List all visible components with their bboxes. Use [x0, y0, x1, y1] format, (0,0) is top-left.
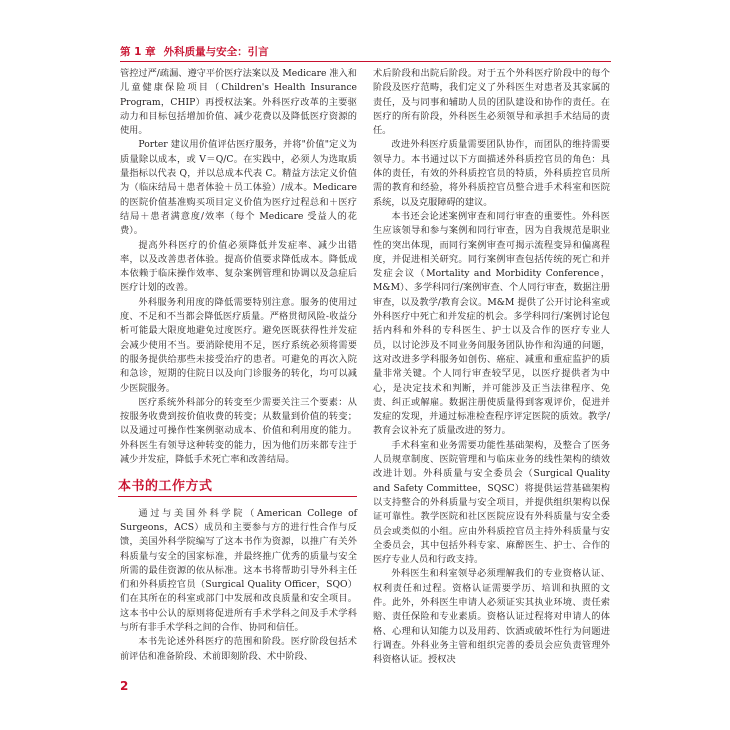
left-column — [120, 67, 357, 664]
paragraph: 管控过严/疏漏、遵守平价医疗法案以及 Medicare 准入和儿童健康保险项目（Children's Health Insurance Program，CHIP）再授权法案。外科医疗改革的主要驱动力和目标包括增加价值、减少花费以及降低医疗资源的使用。 — [120, 68, 357, 137]
chapter-title: 外科质量与安全：引言 — [163, 46, 269, 58]
right-column — [373, 67, 610, 667]
running-header — [120, 44, 610, 59]
section-heading — [118, 480, 357, 494]
paragraph: 医疗系统外科部分的转变至少需要关注三个要素：从按服务收费到按价值收费的转变；从数量到价值的转变；以及通过可操作性案例驱动成本、价值和利用度的能力。外科医生有领导这种转变的能力，因为他们历来都专注于减少并发症，降低手术死亡率和改善结局。 — [120, 396, 357, 466]
paragraph: Porter 建议用价值评估医疗服务，并将"价值"定义为质量除以成本，或 V＝Q/C。在实践中，必须人为选取质量指标以代表 Q，并以总成本代表 C。精益方法定义价值为（临床结局＋患者体验＋员工体验）/成本。Medicare 的医院价值基准购买项目定义价值为医疗过程总和＋医疗结局＋患者满意度/效率（每个 Medicare 受益人的花费）。 — [120, 139, 357, 237]
paragraph: 本书先论述外科医疗的范围和阶段。医疗阶段包括术前评估和准备阶段、术前即刻阶段、术中阶段、 — [120, 636, 357, 662]
paragraph: 外科服务利用度的降低需要特别注意。服务的使用过度、不足和不当都会降低医疗质量。严格贯彻风险-收益分析可能最大限度地避免过度医疗。避免医既获得性并发症会减少使用不当。要消除使用不足，医疗系统必须将需要的服务提供给那些未接受治疗的患者。可避免的再次入院和急诊，短期的住院日以及向门诊服务的转化，均可以减少医院服务。 — [120, 296, 357, 394]
chapter-number: 第 1 章 — [120, 46, 156, 58]
paragraph: 外科医生和科室领导必须理解我们的专业资格认证、权利责任和过程。资格认证需要学历、培训和执照的文件。此外，外科医生申请人必须证实其执业环境、责任索赔、责任保险和专业素质。资格认证过程将对申请人的体格、心理和认知能力以及用药、饮酒或破坏性行为问题进行调查。外科业务主管和组织完善的委员会应负责管理外科资格认证。授权决 — [373, 568, 610, 666]
section-rule — [118, 496, 357, 497]
paragraph: 术后阶段和出院后阶段。对于五个外科医疗阶段中的每个阶段及医疗范畴，我们定义了外科医生对患者及其家属的责任，及与同事和辅助人员的团队建设和协作的责任。在医疗的所有阶段，外科医生必须领导和承担手术结局的责任。 — [373, 68, 610, 137]
paragraph: 提高外科医疗的价值必须降低并发症率、减少出错率，以及改善患者体验。提高价值要求降低成本。降低成本依赖于临床操作效率、复杂案例管理和协调以及急症后医疗计划的改善。 — [120, 239, 357, 294]
page-number: 2 — [120, 679, 129, 693]
section-title: 本书的工作方式 — [118, 479, 213, 495]
paragraph: 改进外科医疗质量需要团队协作，而团队的维持需要领导力。本书通过以下方面描述外科质控官员的角色：具体的责任，有效的外科质控官员的特质，外科质控官员所需的教育和经验，将外科质控官员整合进手术科室和医院系统，以及克服障碍的建议。 — [373, 139, 610, 208]
header-rule — [120, 61, 611, 62]
paragraph: 本书还会论述案例审查和同行审查的重要性。外科医生应该领导和参与案例和同行审查，因为自我规范是职业性的突出体现，而同行案例审查可揭示流程变异和偏离程度，并促进相关研究。同行案例审查包括传统的死亡和并发症会议（Mortality and Morbidity Conference，M&M）、多学科同行/案例审查、个人同行审查，数据注册审查，以及教学/教育会议。M&M 提供了公开讨论科室或外科医疗中死亡和并发症的机会。多学科同行/案例讨论包括内科和外科的专科医生、护士以及合作的医疗专业人员，以讨论涉及不同业务间服务团队协作和沟通的问题，这对改进多学科服务如创伤、癌症、减重和重症监护的质量非常关键。个人同行审查较罕见，以医疗提供者为中心，是决定技术和判断，并可能涉及正当法律程序、免责、纠正或解雇。数据注册使质量得到客观评价，促进并发症的发现，并通过标准检查程序评定医院的质效。教学/教育会议补充了质量改进的努力。 — [373, 210, 610, 437]
paragraph: 通过与美国外科学院（American College of Surgeons，ACS）成员和主要参与方的进行性合作与反馈，美国外科学院编写了这本书作为资源，以推广有关外科质量与安全的国家标准，并最终推广优秀的质量与安全所需的最佳资源的依从标准。这本书将帮助引导外科主任们和外科质控官员（Surgical Quality Officer，SQO）们在其所在的科室或部门中发展和改良质量和安全项目。这本书中公认的原则将促进所有手术学科之间及手术学科与所有非手术学科之间的合作、协同和信任。 — [120, 507, 357, 633]
paragraph: 手术科室和业务需要功能性基础架构，及整合了医务人员规章制度、医院管理和与临床业务的线性架构的绩效改进计划。外科质量与安全委员会（Surgical Quality and Safety Committee，SQSC）将提供运营基础架构以支持整合的外科质量与安全项目，并提供组织架构以保证可靠性。教学医院和社区医院应设有外科质量与安全委员会或类似的小组。应由外科质控官员主持外科质量与安全委员会，其中包括外科专家、麻醉医生、护士、合作的医疗专业人员和行政支持。 — [373, 439, 610, 566]
